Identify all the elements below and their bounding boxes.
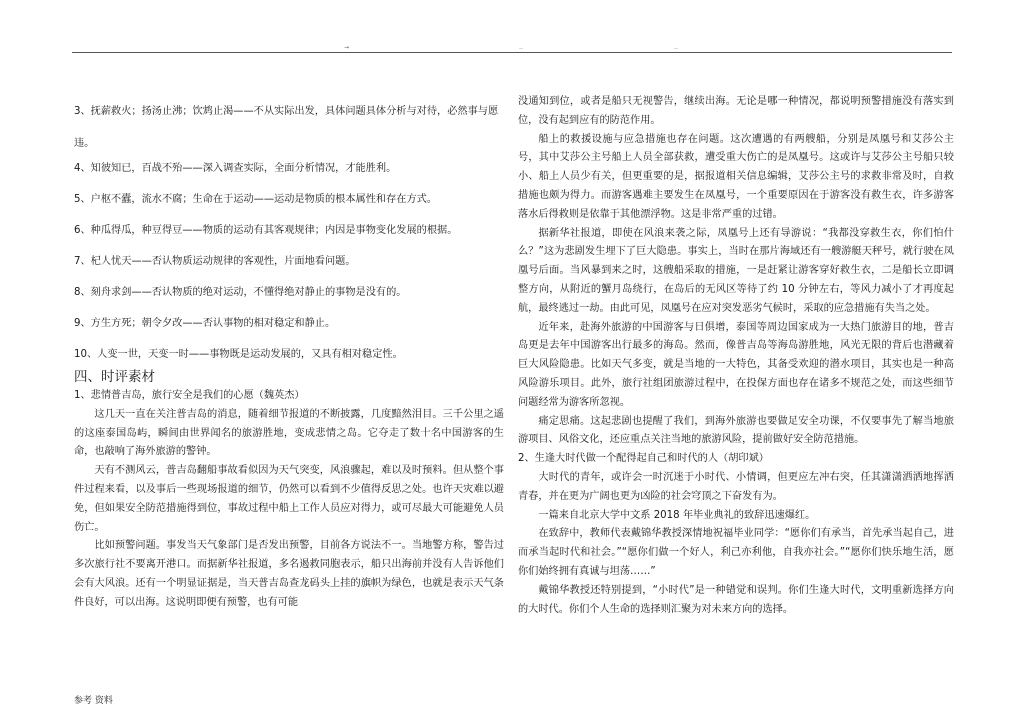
right-column <box>518 93 954 619</box>
header-mark: ‥ <box>519 44 524 51</box>
list-item: 6、种瓜得瓜，种豆得豆——物质的运动有其客观规律；内因是事物变化发展的根据。 <box>74 225 458 236</box>
paragraph: 没通知到位，或者是船只无视警告，继续出海。无论是哪一种情况，都说明预警措施没有落实到位，没有起到应有的防范作用。 <box>518 96 954 126</box>
article-title: 2、生逢大时代做一个配得起自己和时代的人（胡印斌） <box>518 453 769 465</box>
header-rule <box>72 52 952 53</box>
list-item: 5、户枢不蠹，流水不腐；生命在于运动——运动是物质的根本属性和存在方式。 <box>74 194 438 205</box>
paragraph: 天有不测风云，普吉岛翻船事故看似因为天气突变，风浪骤起，难以及时预料。但从整个事件过程来看，以及事后一些现场报道的细节，仍然可以看到不少值得反思之处。也许天灾难以避免，但如果安全防范措施得到位，事故过程中船上工作人员应对得力，或可尽最大可能避免人员伤亡。 <box>74 465 504 533</box>
paragraph: 大时代的青年，或许会一时沉迷于小时代、小情调，但更应左冲右突，任其潇潇洒洒地挥洒青春，并在更为广阔也更为凶险的社会穹顶之下奋发有为。 <box>518 471 954 502</box>
list-item: 3、抚薪救火；扬汤止沸；饮鸩止渴——不从实际出发，具体问题具体分析与对待，必然事与愿违。 <box>74 106 499 149</box>
paragraph: 船上的救援设施与应急措施也存在问题。这次遭遇的有两艘船，分别是凤凰号和艾莎公主号，其中艾莎公主号船上人员全部获救，遭受重大伤亡的是凤凰号。这或许与艾莎公主号船只较小、船上人员少有关，但更重要的是，据报道相关信息编辑，艾莎公主号的求救非常及时，自救措施也颇为得力。而游客遇难主要发生在凤凰号，一个重要原因在于游客没有救生衣，许多游客落水后得救则是依靠于其他漂浮物。这是非常严重的过错。 <box>518 133 954 220</box>
paragraph: 戴锦华教授还特别提到，“小时代”是一种错觉和误判。你们生逢大时代，文明重新选择方向的大时代。你们个人生命的选择则汇聚为对未来方向的选择。 <box>518 584 954 615</box>
list-item: 7、杞人忧天——否认物质运动规律的客观性，片面地看问题。 <box>74 256 356 267</box>
list-item: 8、刻舟求剑——否认物质的绝对运动，不懂得绝对静止的事物是没有的。 <box>74 287 407 298</box>
list-item: 9、方生方死；朝令夕改——否认事物的相对稳定和静止。 <box>74 318 336 329</box>
list-item: 4、知彼知已，百战不殆——深入调查实际，全面分析情况，才能胜利。 <box>74 163 397 174</box>
left-column <box>74 96 504 613</box>
paragraph: 比如预警问题。事发当天气象部门是否发出预警，目前各方说法不一。当地警方称，警告过多次旅行社不要离开港口。而据新华社报道，多名遏救同胞表示，船只出海前并没有人告诉他们会有大风浪。还有一个明显证据是，当天普吉岛查龙码头上挂的旗帜为绿色，也就是表示天气条件良好，可以出海。这说明即便有预警，也有可能 <box>74 540 504 608</box>
page-footer: 参考 资料 <box>74 696 113 706</box>
header-mark: ‥ <box>674 44 679 51</box>
paragraph: 近年来，赴海外旅游的中国游客与日俱增，泰国等周边国家成为一大热门旅游目的地，普吉岛更是去年中国游客出行最多的海岛。然而，像普吉岛等海岛游胜地，风光无限的背后也潜藏着巨大风险隐患。比如天气多变，就是当地的一大特色，其备受欢迎的潜水项目，其实也是一种高风险游乐项目。此外，旅行社组团旅游过程中，在投保方面也存在诸多不规范之处，而这些细节问题经常为游客所忽视。 <box>518 321 954 408</box>
paragraph: 这几天一直在关注普吉岛的消息，随着细节报道的不断披露，几度黯然泪目。三千公里之遥的这座泰国岛屿，瞬间由世界闻名的旅游胜地，变成悲情之岛。它夺走了数十名中国游客的生命，也敲响了海外旅游的警钟。 <box>74 408 504 458</box>
article-title: 1、悲情普吉岛，旅行安全是我们的心愿（魏英杰） <box>74 390 305 401</box>
paragraph: 在致辞中，教师代表戴锦华教授深情地祝福毕业同学：“愿你们有承当，首先承当起自己，进而承当起时代和社会。”“愿你们做一个好人，利己亦利他，自我亦社会。”“愿你们快乐地生活，愿你们始终拥有真诚与坦荡……” <box>518 528 954 577</box>
paragraph: 一篇来自北京大学中文系 2018 年毕业典礼的致辞迅速爆红。 <box>538 509 816 521</box>
paragraph: 痛定思痛。这起悲剧也提醒了我们，到海外旅游也要做足安全功课，不仅要事先了解当地旅游项目、风俗文化，还应重点关注当地的旅游风险，提前做好安全防范措施。 <box>518 415 954 446</box>
list-item: 10、人变一世，天变一时——事物既是运动发展的，又具有相对稳定性。 <box>74 349 403 360</box>
section-title: 四、时评素材 <box>74 369 155 385</box>
paragraph: 据新华社报道，即使在风浪来袭之际，凤凰号上还有导游说：“我都没穿救生衣，你们怕什么？”这为悲剧发生埋下了巨大隐患。事实上，当时在那片海域还有一艘游艇天秤号，就行驶在凤凰号后面。当风暴到来之时，这艘船采取的措施，一是赶紧让游客穿好救生衣，二是船长立即调整方向，从附近的蟹月岛绕行，在岛后的无风区等待了约 10 分钟左右，等风力减小了才再度起航，最终逃过一劫。由此可见，凤凰号在应对突发恶劣气候时，采取的应急措施有失当之处。 <box>518 227 954 314</box>
header-mark: → <box>344 44 350 51</box>
